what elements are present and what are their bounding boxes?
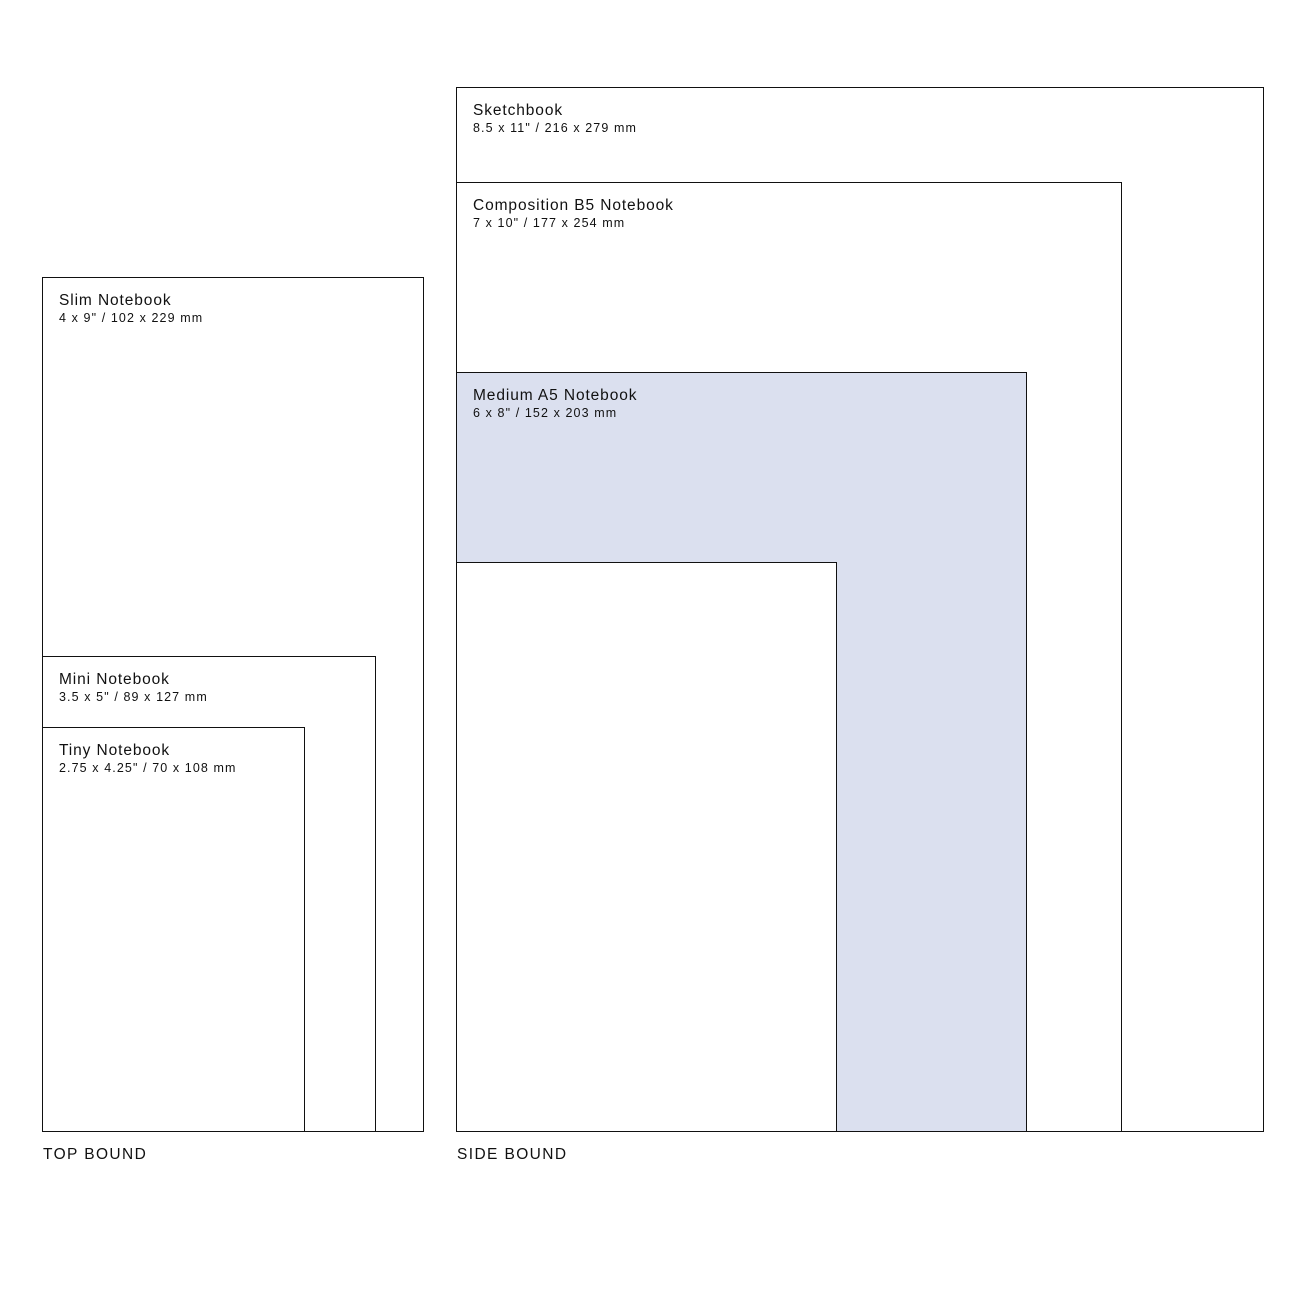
mini-notebook-label: [59, 670, 208, 706]
composition-b5-notebook-dimensions: 7 x 10" / 177 x 254 mm: [473, 216, 626, 230]
side-bound-caption: SIDE BOUND: [457, 1146, 568, 1163]
composition-b5-notebook-label: [473, 196, 674, 232]
slim-notebook-dimensions: 4 x 9" / 102 x 229 mm: [59, 311, 204, 325]
top-bound-caption: TOP BOUND: [43, 1146, 148, 1163]
unlabeled-inner-outline: [456, 562, 837, 1132]
tiny-notebook-dimensions: 2.75 x 4.25" / 70 x 108 mm: [59, 761, 237, 775]
tiny-notebook-label: [59, 741, 237, 777]
sketchbook-dimensions: 8.5 x 11" / 216 x 279 mm: [473, 121, 638, 135]
sketchbook-name: Sketchbook: [473, 102, 563, 119]
medium-a5-notebook-name: Medium A5 Notebook: [473, 387, 638, 404]
sketchbook-label: [473, 101, 637, 137]
medium-a5-notebook-label: [473, 386, 637, 422]
tiny-notebook-name: Tiny Notebook: [59, 742, 171, 759]
mini-notebook-name: Mini Notebook: [59, 671, 170, 688]
tiny-notebook-outline: [42, 727, 305, 1132]
slim-notebook-name: Slim Notebook: [59, 292, 172, 309]
medium-a5-notebook-dimensions: 6 x 8" / 152 x 203 mm: [473, 406, 618, 420]
slim-notebook-label: [59, 291, 203, 327]
composition-b5-notebook-name: Composition B5 Notebook: [473, 197, 674, 214]
mini-notebook-dimensions: 3.5 x 5" / 89 x 127 mm: [59, 690, 208, 704]
